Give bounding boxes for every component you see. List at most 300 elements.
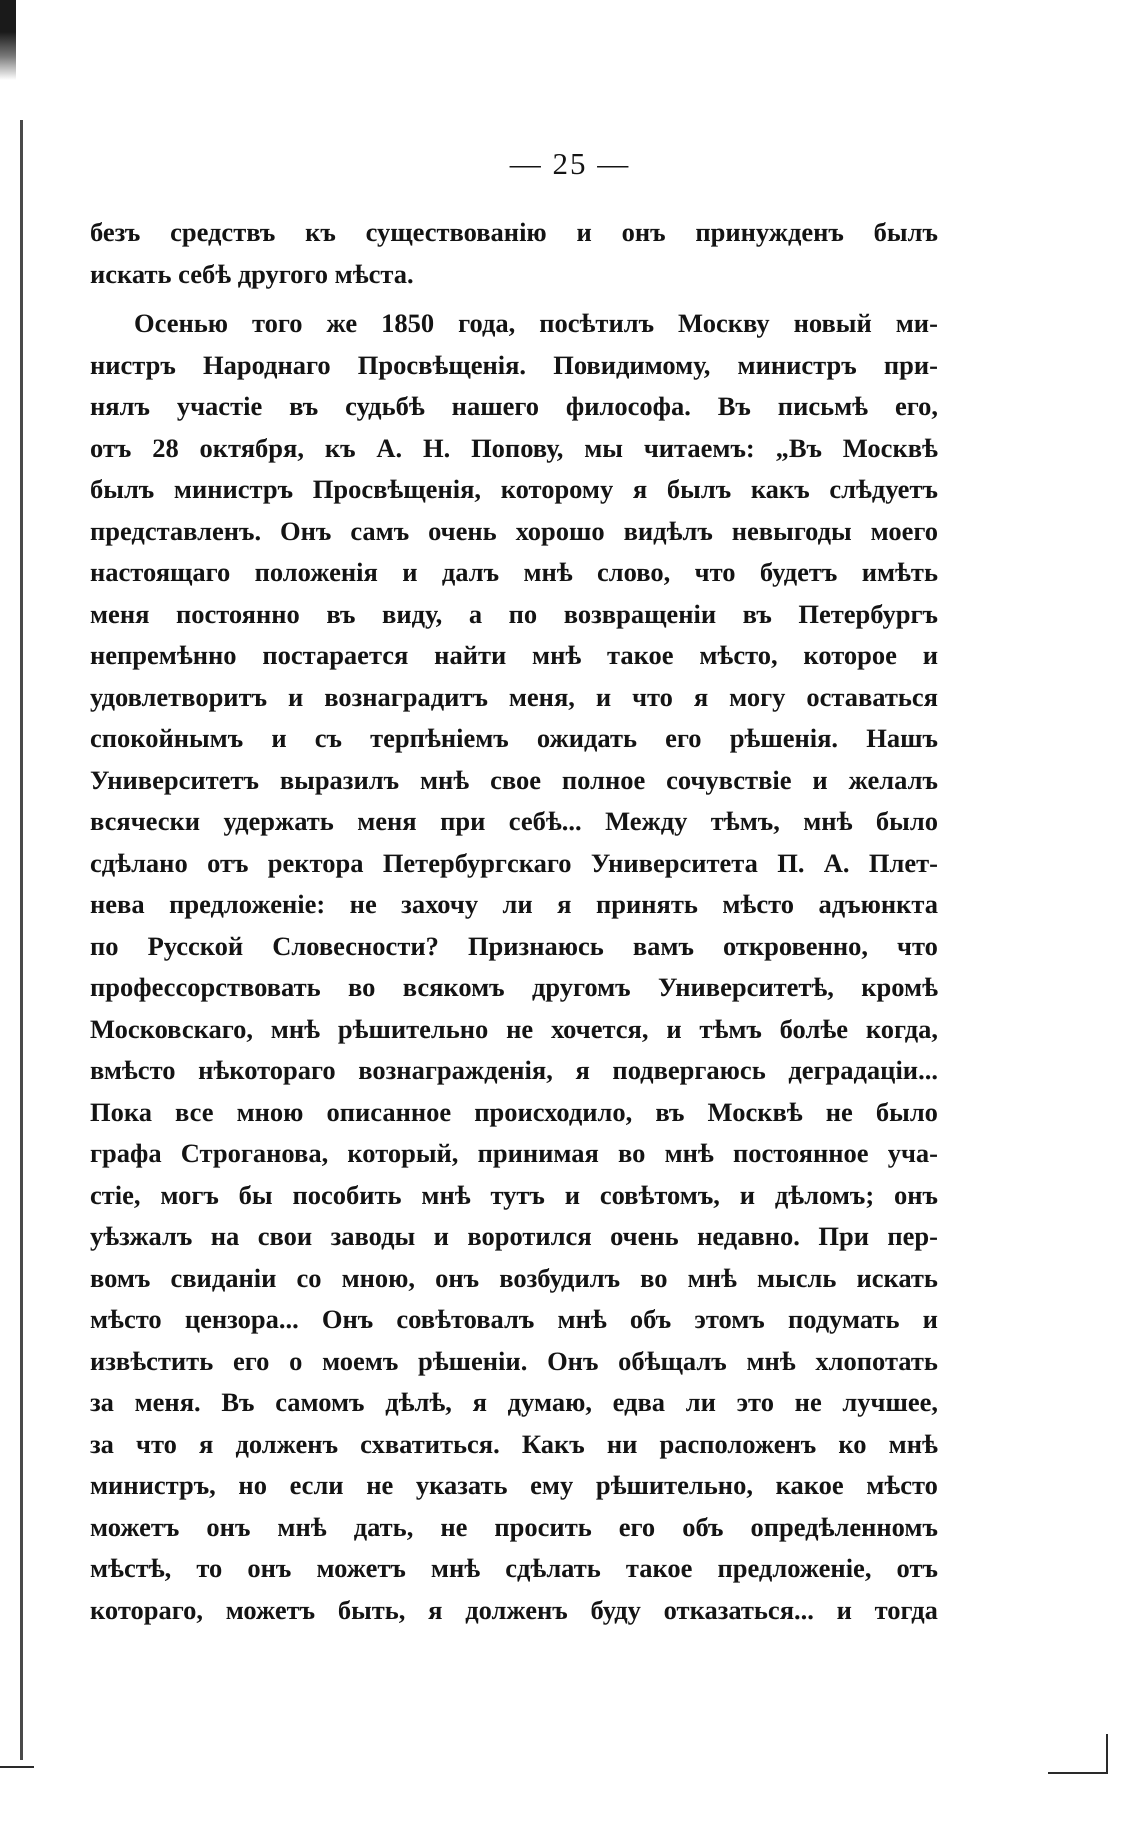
word: меня (357, 806, 417, 836)
word: не (825, 1096, 853, 1127)
word: мнѣ (532, 640, 582, 670)
word: нялъ (90, 391, 150, 421)
word: и (922, 1304, 938, 1334)
word: свои (257, 1221, 313, 1251)
word: онъ (621, 217, 666, 247)
word: можетъ (316, 1553, 406, 1583)
word: я (632, 474, 648, 504)
word: этомъ (694, 1304, 765, 1334)
word: мѣсто (866, 1470, 938, 1500)
word: предложеніе, (717, 1553, 872, 1583)
word: удовлетворитъ (90, 681, 268, 712)
word: объ (629, 1304, 672, 1334)
word: воротился (467, 1221, 592, 1251)
word: мнѣ (803, 806, 853, 836)
word: меня. (134, 1387, 201, 1417)
word: его (665, 723, 702, 753)
text-line (90, 1299, 938, 1341)
word: Между (605, 806, 688, 836)
word: подумать (787, 1304, 900, 1334)
word: полное (561, 764, 646, 795)
text-line (90, 552, 938, 594)
word: графа (90, 1138, 162, 1168)
word: адъюнкта (818, 889, 938, 919)
word: представленъ. (90, 515, 262, 546)
word: и (836, 1594, 852, 1625)
word: опредѣленномъ (750, 1511, 938, 1542)
text-line (90, 926, 938, 968)
text-line (90, 469, 938, 511)
word: Какъ (521, 1428, 585, 1459)
word: его, (894, 391, 938, 421)
word: настоящаго (90, 557, 231, 587)
word: далъ (441, 557, 500, 587)
word: не (366, 1470, 394, 1500)
text-line (90, 718, 938, 760)
text-line (90, 1590, 938, 1632)
word: свое (490, 764, 541, 795)
word: Университета (590, 847, 758, 878)
word: Строганова, (180, 1138, 329, 1168)
word: деградаціи... (788, 1055, 938, 1085)
word: Университетѣ, (657, 972, 834, 1002)
word: откровенно, (722, 930, 868, 961)
word: стіе, (90, 1179, 141, 1210)
word: всячески (90, 806, 201, 836)
text-line (90, 1507, 938, 1549)
word: принять (595, 889, 698, 919)
word: вамъ (632, 930, 694, 961)
word: извѣстить (90, 1345, 214, 1376)
word: предложеніе: (169, 889, 326, 919)
word: отъ (90, 432, 132, 463)
word: очень (428, 515, 497, 546)
word: и (739, 1179, 756, 1210)
word: указать (415, 1470, 508, 1500)
word: который, (347, 1138, 459, 1168)
word: о (289, 1345, 303, 1376)
word: такое (625, 1553, 693, 1583)
word: отказаться... (663, 1594, 814, 1625)
word: едва (612, 1387, 666, 1417)
word: самъ (350, 515, 410, 546)
word: былъ (666, 474, 732, 504)
word: 28 (152, 432, 179, 463)
text-line (90, 760, 938, 802)
word: пер- (887, 1221, 938, 1251)
word: недавно. (697, 1221, 800, 1251)
word: я (575, 1055, 590, 1085)
word: видѣлъ (623, 515, 713, 546)
word: кромѣ (861, 972, 938, 1002)
word: долженъ (465, 1594, 568, 1625)
scan-edge-bottom-right-vertical (1106, 1734, 1108, 1774)
word: я (199, 1428, 214, 1459)
word: дѣломъ; (774, 1179, 875, 1210)
word: ми- (895, 308, 938, 338)
text-line (90, 967, 938, 1009)
word: заводы (330, 1221, 416, 1251)
word: бы (238, 1179, 273, 1210)
word: но (238, 1470, 267, 1500)
word: и (595, 681, 612, 712)
word: мѣсто, (699, 640, 778, 670)
word: ни (606, 1428, 638, 1459)
word: Народнаго (202, 349, 331, 380)
text-line (90, 1382, 938, 1424)
text-line (90, 303, 938, 345)
word: я (428, 1594, 443, 1625)
word: мнѣ (888, 1428, 938, 1459)
word: я (472, 1387, 487, 1417)
word: подвергаюсь (612, 1055, 766, 1085)
word: происходило, (474, 1096, 633, 1127)
word: какое (775, 1470, 844, 1500)
word: виду, (382, 598, 443, 629)
word: просить (494, 1511, 592, 1542)
text-line (90, 212, 938, 254)
word: было (875, 806, 938, 836)
text-line (90, 1424, 938, 1466)
word: октября, (199, 432, 305, 463)
paragraph (90, 303, 938, 1631)
word: вомъ (90, 1262, 151, 1293)
word: моего (870, 515, 938, 546)
word: имѣть (861, 557, 938, 587)
word: быть, (337, 1594, 406, 1625)
word: Московскаго, (90, 1013, 253, 1044)
word: ко (838, 1428, 867, 1459)
word: рѣшительно (337, 1013, 489, 1044)
word: захочу (401, 889, 479, 919)
text-line: искать себѣ другого мѣста. (90, 258, 414, 289)
word: со (296, 1262, 322, 1293)
text-line (90, 677, 938, 719)
word: объ (682, 1511, 724, 1542)
word: во (618, 1138, 646, 1168)
word: оставаться (806, 681, 938, 712)
word: положенія (254, 557, 378, 587)
word: въ (289, 391, 319, 421)
word: Словесности? (272, 930, 439, 961)
word: принимая (477, 1138, 599, 1168)
word: Повидимому, (553, 349, 711, 380)
word: Москву (678, 308, 770, 338)
word: Осенью (134, 308, 228, 338)
word: хорошо (515, 515, 605, 546)
word: тутъ (490, 1179, 545, 1210)
word: за (90, 1387, 114, 1417)
word: безъ (90, 217, 141, 247)
word: и (433, 1221, 449, 1251)
word: постоянно (175, 598, 300, 629)
text-line (90, 1548, 938, 1590)
word: Онъ (547, 1345, 599, 1376)
word: слово, (597, 557, 671, 587)
word: а (468, 598, 483, 629)
word: мнѣ (270, 1013, 320, 1044)
word: слѣдуетъ (829, 474, 938, 504)
text-line (90, 1050, 938, 1092)
word: можетъ (90, 1511, 180, 1542)
word: онъ (894, 1179, 938, 1210)
word: ожидать (536, 723, 637, 753)
word: мы (584, 432, 623, 463)
word: Нашъ (866, 723, 938, 753)
word: будетъ (759, 557, 838, 587)
word: сдѣлать (505, 1553, 601, 1583)
text-line (90, 1175, 938, 1217)
word: удержать (223, 806, 334, 836)
word: описанное (326, 1096, 452, 1127)
word: такое (607, 640, 674, 670)
word: и (576, 217, 592, 247)
word: меня (90, 598, 150, 629)
text-line (90, 594, 938, 636)
word: мѣсто (90, 1304, 162, 1334)
word: спокойнымъ (90, 723, 244, 753)
word: При (818, 1221, 869, 1251)
word: не (794, 1387, 822, 1417)
word: былъ (90, 474, 155, 504)
word: и (564, 1179, 580, 1210)
word: мѣстѣ, (90, 1553, 172, 1583)
word: съ (314, 723, 342, 753)
scan-edge-bottom-right (1048, 1772, 1108, 1774)
word: что (632, 681, 673, 712)
word: мнѣ (746, 1345, 796, 1376)
word: года, (458, 308, 516, 338)
word: существованію (365, 217, 547, 247)
word: П. (777, 847, 805, 878)
scan-edge-top (0, 0, 16, 80)
text-line (90, 511, 938, 553)
word: онъ (206, 1511, 251, 1542)
word: Просвѣщенія, (312, 474, 482, 504)
body-text (90, 212, 938, 1631)
text-line (90, 635, 938, 677)
word: новый (793, 308, 872, 338)
word: мнѣ (687, 1262, 737, 1293)
word: тѣмъ, (710, 806, 780, 836)
text-line (90, 428, 938, 470)
word: искать (856, 1262, 938, 1293)
scan-edge-left (20, 120, 23, 1760)
word: Петербургскаго (382, 847, 572, 878)
word: моемъ (322, 1345, 399, 1376)
word: возбудилъ (499, 1262, 621, 1293)
word: уѣзжалъ (90, 1221, 193, 1251)
word: отъ (207, 847, 249, 878)
word: принужденъ (695, 217, 844, 247)
word: цензора... (184, 1304, 299, 1334)
word: мнѣ (277, 1511, 327, 1542)
word: я (693, 681, 709, 712)
word: 1850 (381, 308, 435, 338)
word: Признаюсь (467, 930, 604, 961)
word: буду (590, 1594, 641, 1625)
text-line (90, 1341, 938, 1383)
text-line (90, 843, 938, 885)
word: ректора (267, 847, 364, 878)
word: Пока (90, 1096, 152, 1127)
word: схватиться. (360, 1428, 500, 1459)
word: Онъ (280, 515, 332, 546)
word: совѣтовалъ (396, 1304, 535, 1334)
word: Москвѣ (842, 432, 938, 463)
word: расположенъ (659, 1428, 817, 1459)
text-line (90, 884, 938, 926)
word: министръ (737, 349, 857, 380)
word: самомъ (275, 1387, 365, 1417)
word: къ (324, 432, 356, 463)
word: котораго, (90, 1594, 203, 1625)
word: письмѣ (777, 391, 869, 421)
text-line (90, 801, 938, 843)
paragraph (90, 212, 938, 295)
word: все (175, 1096, 214, 1127)
word: какъ (750, 474, 810, 504)
word: Плет- (868, 847, 938, 878)
word: нистръ (90, 349, 176, 380)
word: А. (376, 432, 403, 463)
word: терпѣніемъ (370, 723, 509, 753)
word: сдѣлано (90, 847, 188, 878)
word: мною (236, 1096, 304, 1127)
word: мнѣ (664, 1138, 714, 1168)
word: мысль (756, 1262, 837, 1293)
word: если (289, 1470, 344, 1500)
word: не (440, 1511, 468, 1542)
scan-edge-bottom-left (0, 1766, 34, 1768)
word: и (812, 764, 828, 795)
word: могу (729, 681, 786, 712)
page-number: — 25 — (509, 146, 631, 181)
word: думаю, (507, 1387, 592, 1417)
word: въ (742, 598, 772, 629)
word: не (349, 889, 377, 919)
word: Москвѣ (707, 1096, 803, 1127)
word: пособить (292, 1179, 402, 1210)
word: „Въ (775, 432, 822, 463)
word: болѣе (779, 1013, 848, 1044)
word: Просвѣщенія. (357, 349, 527, 380)
text-line (90, 1465, 938, 1507)
word: было (875, 1096, 938, 1127)
word: очень (610, 1221, 679, 1251)
word: тогда (874, 1594, 938, 1625)
word: же (326, 308, 358, 338)
word: непремѣнно (90, 640, 237, 670)
word: во (347, 972, 376, 1002)
word: министръ (173, 474, 294, 504)
word: мнѣ (430, 1553, 481, 1583)
word: что (897, 930, 938, 961)
text-line (90, 1133, 938, 1175)
word: могъ (160, 1179, 219, 1210)
word: я (557, 889, 572, 919)
word: посѣтилъ (539, 308, 655, 338)
word: невыгоды (731, 515, 852, 546)
word: въ (326, 598, 356, 629)
word: нева (90, 889, 145, 919)
word: онъ (435, 1262, 480, 1293)
text-line (90, 1092, 938, 1134)
word: Н. (422, 432, 451, 463)
word: онъ (247, 1553, 292, 1583)
word: былъ (873, 217, 938, 247)
word: по (90, 930, 119, 961)
word: и (287, 681, 304, 712)
word: лучшее, (842, 1387, 938, 1417)
word: читаемъ: (643, 432, 755, 463)
word: свиданіи (170, 1262, 277, 1293)
word: и (922, 640, 938, 670)
word: возвращеніи (563, 598, 717, 629)
word: мнѣ (557, 1304, 607, 1334)
word: мнѣ (421, 1179, 471, 1210)
word: найти (434, 640, 507, 670)
word: Университетъ (90, 764, 259, 795)
word: средствъ (170, 217, 276, 247)
word: это (736, 1387, 774, 1417)
word: министръ, (90, 1470, 216, 1500)
word: меня, (508, 681, 575, 712)
word: участіе (176, 391, 263, 421)
text-line (90, 1216, 938, 1258)
word: которое (803, 640, 897, 670)
word: мѣсто (722, 889, 794, 919)
word: и (271, 723, 287, 753)
word: Въ (717, 391, 751, 421)
word: рѣшенія. (729, 723, 839, 753)
word: при- (883, 349, 938, 380)
word: сочувствіе (666, 764, 792, 795)
text-line (90, 1009, 938, 1051)
word: рѣшительно, (595, 1470, 753, 1500)
word: что (136, 1428, 177, 1459)
word: что (694, 557, 736, 587)
word: тѣмъ (699, 1013, 762, 1044)
text-line (90, 345, 938, 387)
word: Попову, (471, 432, 564, 463)
word: судьбѣ (345, 391, 425, 421)
word: дѣлѣ, (385, 1387, 452, 1417)
word: не (506, 1013, 534, 1044)
word: выразилъ (279, 764, 400, 795)
word: уча- (887, 1138, 938, 1168)
word: за (90, 1428, 114, 1459)
word: которому (500, 474, 614, 504)
word: въ (655, 1096, 685, 1127)
word: ему (530, 1470, 574, 1500)
word: постоянное (732, 1138, 869, 1168)
word: можетъ (225, 1594, 316, 1625)
word: того (251, 308, 303, 338)
word: и (666, 1013, 682, 1044)
word: нѣкотораго (198, 1055, 336, 1085)
word: обѣщалъ (618, 1345, 727, 1376)
word: Въ (221, 1387, 255, 1417)
word: Петербургъ (798, 598, 938, 629)
text-line (90, 1258, 938, 1300)
word: профессорствовать (90, 972, 321, 1002)
word: мнѣ (523, 557, 573, 587)
word: рѣшеніи. (418, 1345, 528, 1376)
word: вмѣсто (90, 1055, 176, 1085)
word: вознагражденія, (358, 1055, 553, 1085)
word: философа. (565, 391, 691, 421)
